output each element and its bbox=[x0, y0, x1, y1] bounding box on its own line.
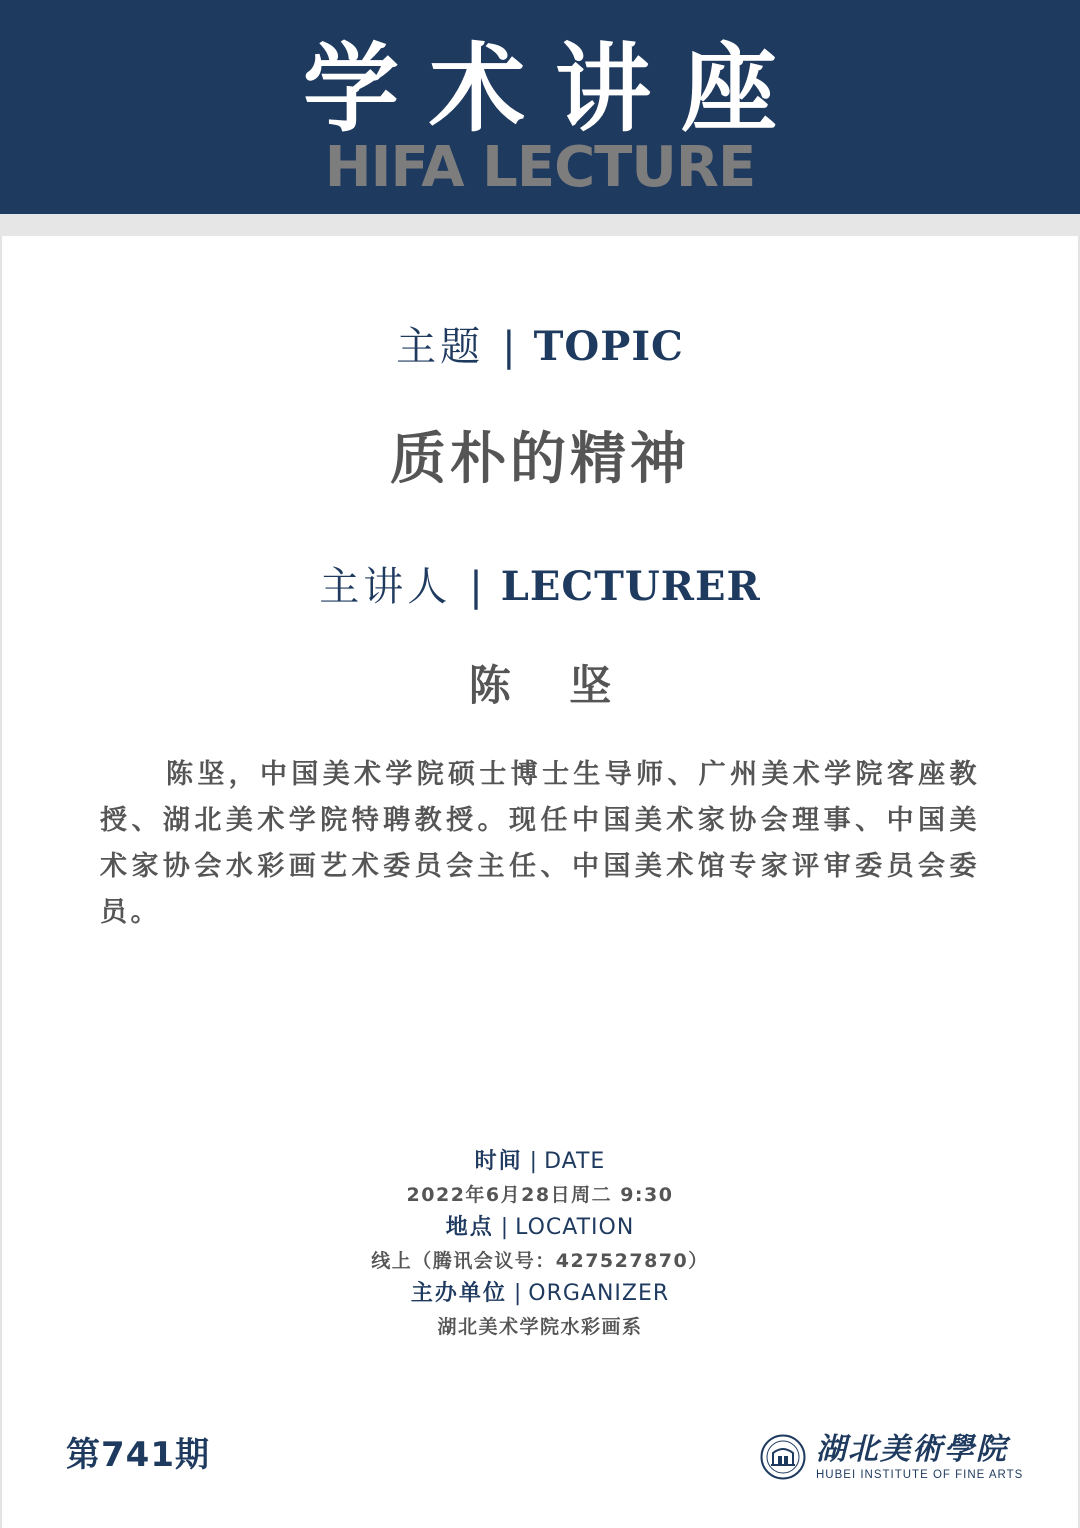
issue-number: 第741期 bbox=[66, 1435, 210, 1475]
date-label-cn: 时间 bbox=[474, 1149, 523, 1174]
topic-heading bbox=[0, 322, 1080, 372]
date-value: 2022年6月28日周二 9:30 bbox=[406, 1184, 674, 1206]
institute-seal-icon bbox=[760, 1434, 806, 1480]
topic-label-en: TOPIC bbox=[533, 323, 684, 370]
institute-name-cn: 湖北美術學院 bbox=[816, 1432, 1008, 1467]
organizer-label bbox=[0, 1278, 1080, 1310]
location-value: 线上（腾讯会议号：427527870） bbox=[371, 1250, 709, 1272]
institute-logo bbox=[760, 1432, 1030, 1486]
lecturer-name: 陈 坚 bbox=[468, 661, 634, 710]
lecturer-bio: 陈坚，中国美术学院硕士博士生导师、广州美术学院客座教授、湖北美术学院特聘教授。现任中国美术家协会理事、中国美术家协会水彩画艺术委员会主任、中国美术馆专家评审委员会委员。 bbox=[100, 759, 980, 928]
organizer-separator: | bbox=[506, 1281, 529, 1306]
location-label-cn: 地点 bbox=[445, 1215, 494, 1240]
date-separator: | bbox=[522, 1149, 545, 1174]
location-label bbox=[0, 1212, 1080, 1244]
lecturer-separator: | bbox=[469, 564, 483, 610]
lecturer-heading bbox=[0, 562, 1080, 612]
institute-name-en: HUBEI INSTITUTE OF FINE ARTS bbox=[816, 1469, 1024, 1481]
header-title: 学术讲座 bbox=[303, 33, 807, 145]
topic-title: 质朴的精神 bbox=[390, 427, 690, 492]
organizer-value: 湖北美术学院水彩画系 bbox=[437, 1316, 643, 1338]
organizer-label-cn: 主办单位 bbox=[410, 1281, 507, 1306]
topic-label-cn: 主题 bbox=[396, 324, 485, 370]
lecturer-label-en: LECTURER bbox=[500, 563, 761, 610]
header-subtitle: HIFA LECTURE bbox=[324, 135, 756, 200]
date-label-en: DATE bbox=[544, 1149, 606, 1174]
location-separator: | bbox=[493, 1215, 516, 1240]
topic-separator: | bbox=[502, 324, 516, 370]
header-banner bbox=[0, 0, 1080, 214]
header-divider-strip bbox=[0, 214, 1080, 236]
date-label bbox=[0, 1146, 1080, 1178]
lecturer-label-cn: 主讲人 bbox=[319, 564, 452, 610]
location-label-en: LOCATION bbox=[515, 1215, 635, 1240]
organizer-label-en: ORGANIZER bbox=[528, 1281, 670, 1306]
